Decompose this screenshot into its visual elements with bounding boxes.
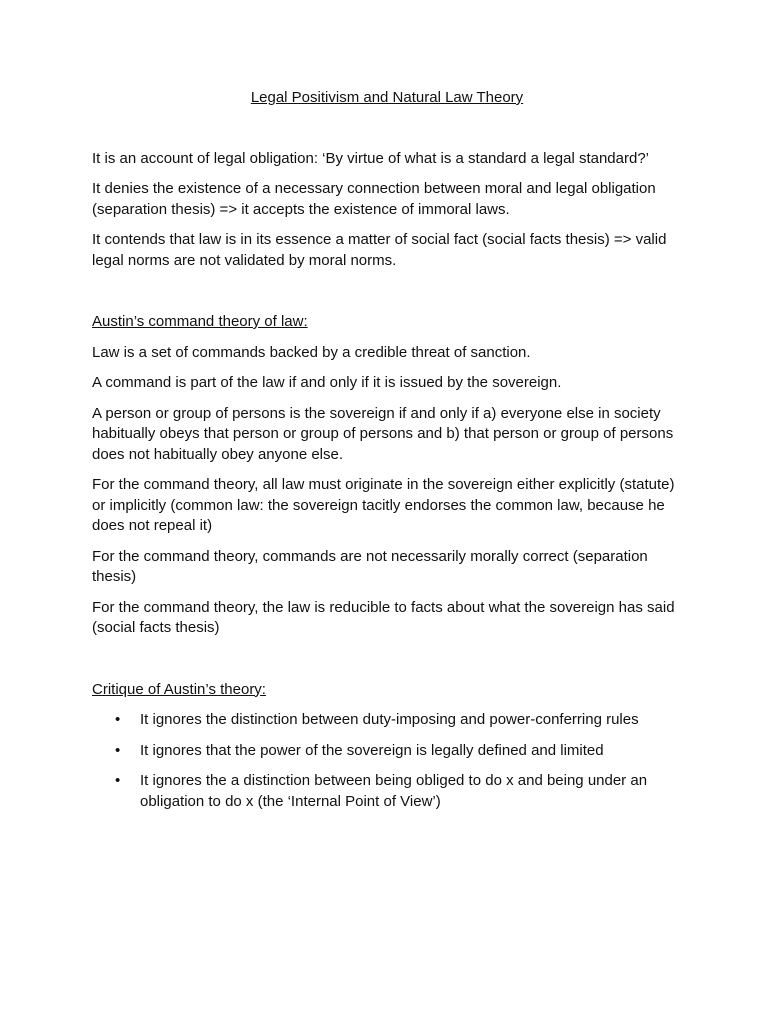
document-title: Legal Positivism and Natural Law Theory bbox=[250, 89, 524, 106]
austin-paragraph-6: For the command theory, the law is reducible to facts about what the sovereign has said (social facts thesis) bbox=[92, 598, 675, 636]
bullet-icon: • bbox=[115, 741, 121, 759]
bullet-icon: • bbox=[115, 772, 121, 789]
intro-paragraph-3: It contends that law is in its essence a matter of social fact (social facts thesis) => valid legal norms are not validated by moral norms. bbox=[92, 231, 667, 269]
intro-paragraph-1: It is an account of legal obligation: ‘By virtue of what is a standard a legal standard?’ bbox=[92, 149, 649, 167]
critique-section-heading: Critique of Austin’s theory: bbox=[92, 680, 266, 698]
critique-list-item bbox=[92, 710, 682, 731]
intro-section bbox=[92, 149, 682, 272]
critique-item-text: It ignores the a distinction between being obliged to do x and being under an obligation to do x (the ‘Internal Point of View’) bbox=[140, 772, 648, 810]
critique-item-text: It ignores the distinction between duty-imposing and power-conferring rules bbox=[140, 711, 639, 728]
intro-paragraph-2: It denies the existence of a necessary connection between moral and legal obligation (separation thesis) => it accepts the existence of immoral laws. bbox=[92, 180, 656, 218]
austin-section-heading: Austin’s command theory of law: bbox=[92, 313, 308, 330]
austin-paragraph-5: For the command theory, commands are not necessarily morally correct (separation thesis) bbox=[92, 547, 648, 585]
critique-list bbox=[92, 710, 682, 812]
austin-paragraph-4: For the command theory, all law must originate in the sovereign either explicitly (statute) or implicitly (common law: the sovereign tacitly endorses the common law, because he does not repeal it) bbox=[92, 476, 675, 534]
bullet-icon: • bbox=[115, 711, 121, 728]
document-page bbox=[92, 88, 682, 822]
critique-list-item bbox=[92, 741, 682, 762]
austin-section bbox=[92, 312, 682, 639]
austin-paragraph-3: A person or group of persons is the sovereign if and only if a) everyone else in society habitually obeys that person or group of persons and b) that person or group of persons does not habitually obey anyone else. bbox=[92, 404, 674, 463]
critique-section bbox=[92, 680, 682, 813]
critique-item-text: It ignores that the power of the sovereign is legally defined and limited bbox=[140, 741, 604, 759]
austin-paragraph-2: A command is part of the law if and only if it is issued by the sovereign. bbox=[92, 374, 562, 391]
austin-paragraph-1: Law is a set of commands backed by a credible threat of sanction. bbox=[92, 343, 531, 361]
critique-list-item bbox=[92, 771, 682, 812]
